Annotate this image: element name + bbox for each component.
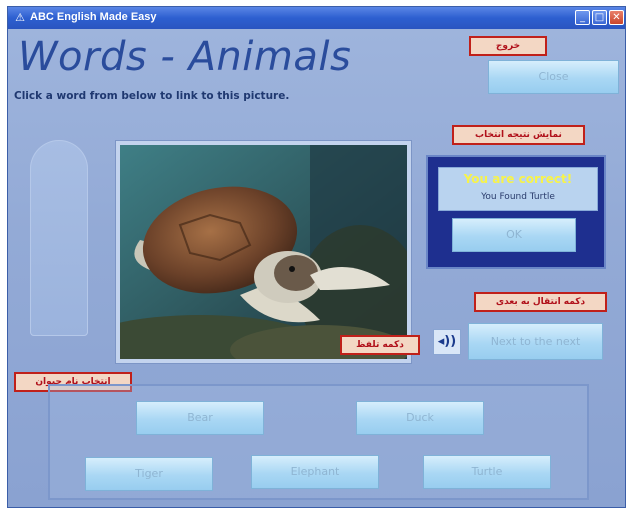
- word-button-tiger[interactable]: Tiger: [85, 457, 213, 491]
- ok-button[interactable]: OK: [452, 218, 576, 252]
- window-title: ABC English Made Easy: [30, 11, 157, 23]
- feedback-message: You Found Turtle: [481, 192, 555, 202]
- turtle-photo: [120, 145, 407, 359]
- annotation-word-choice: انتخاب نام حیوان: [14, 372, 132, 392]
- feedback-box: [438, 167, 598, 211]
- maximize-icon[interactable]: □: [592, 10, 607, 25]
- app-icon: ⚠: [15, 11, 25, 24]
- annotation-feedback: نمایش نتیجه انتخاب: [452, 125, 585, 145]
- title-bar[interactable]: [8, 7, 625, 29]
- minimize-icon[interactable]: _: [575, 10, 590, 25]
- annotation-sound: دکمه تلفظ: [340, 335, 420, 355]
- word-button-turtle[interactable]: Turtle: [423, 455, 551, 489]
- page-title: Words - Animals: [18, 34, 352, 80]
- word-button-elephant[interactable]: Elephant: [251, 455, 379, 489]
- close-button[interactable]: Close: [488, 60, 619, 94]
- next-button[interactable]: Next to the next: [468, 323, 603, 360]
- instruction-text: Click a word from below to link to this picture.: [14, 90, 290, 102]
- word-button-duck[interactable]: Duck: [356, 401, 484, 435]
- close-icon[interactable]: ✕: [609, 10, 624, 25]
- picture-frame: [115, 140, 412, 364]
- annotation-next: دکمه انتقال به بعدی: [474, 292, 607, 312]
- word-button-bear[interactable]: Bear: [136, 401, 264, 435]
- feedback-heading: You are correct!: [463, 172, 573, 186]
- annotation-close: خروج: [469, 36, 547, 56]
- speaker-icon[interactable]: ◂)): [433, 329, 461, 355]
- decorative-panel: [30, 140, 88, 336]
